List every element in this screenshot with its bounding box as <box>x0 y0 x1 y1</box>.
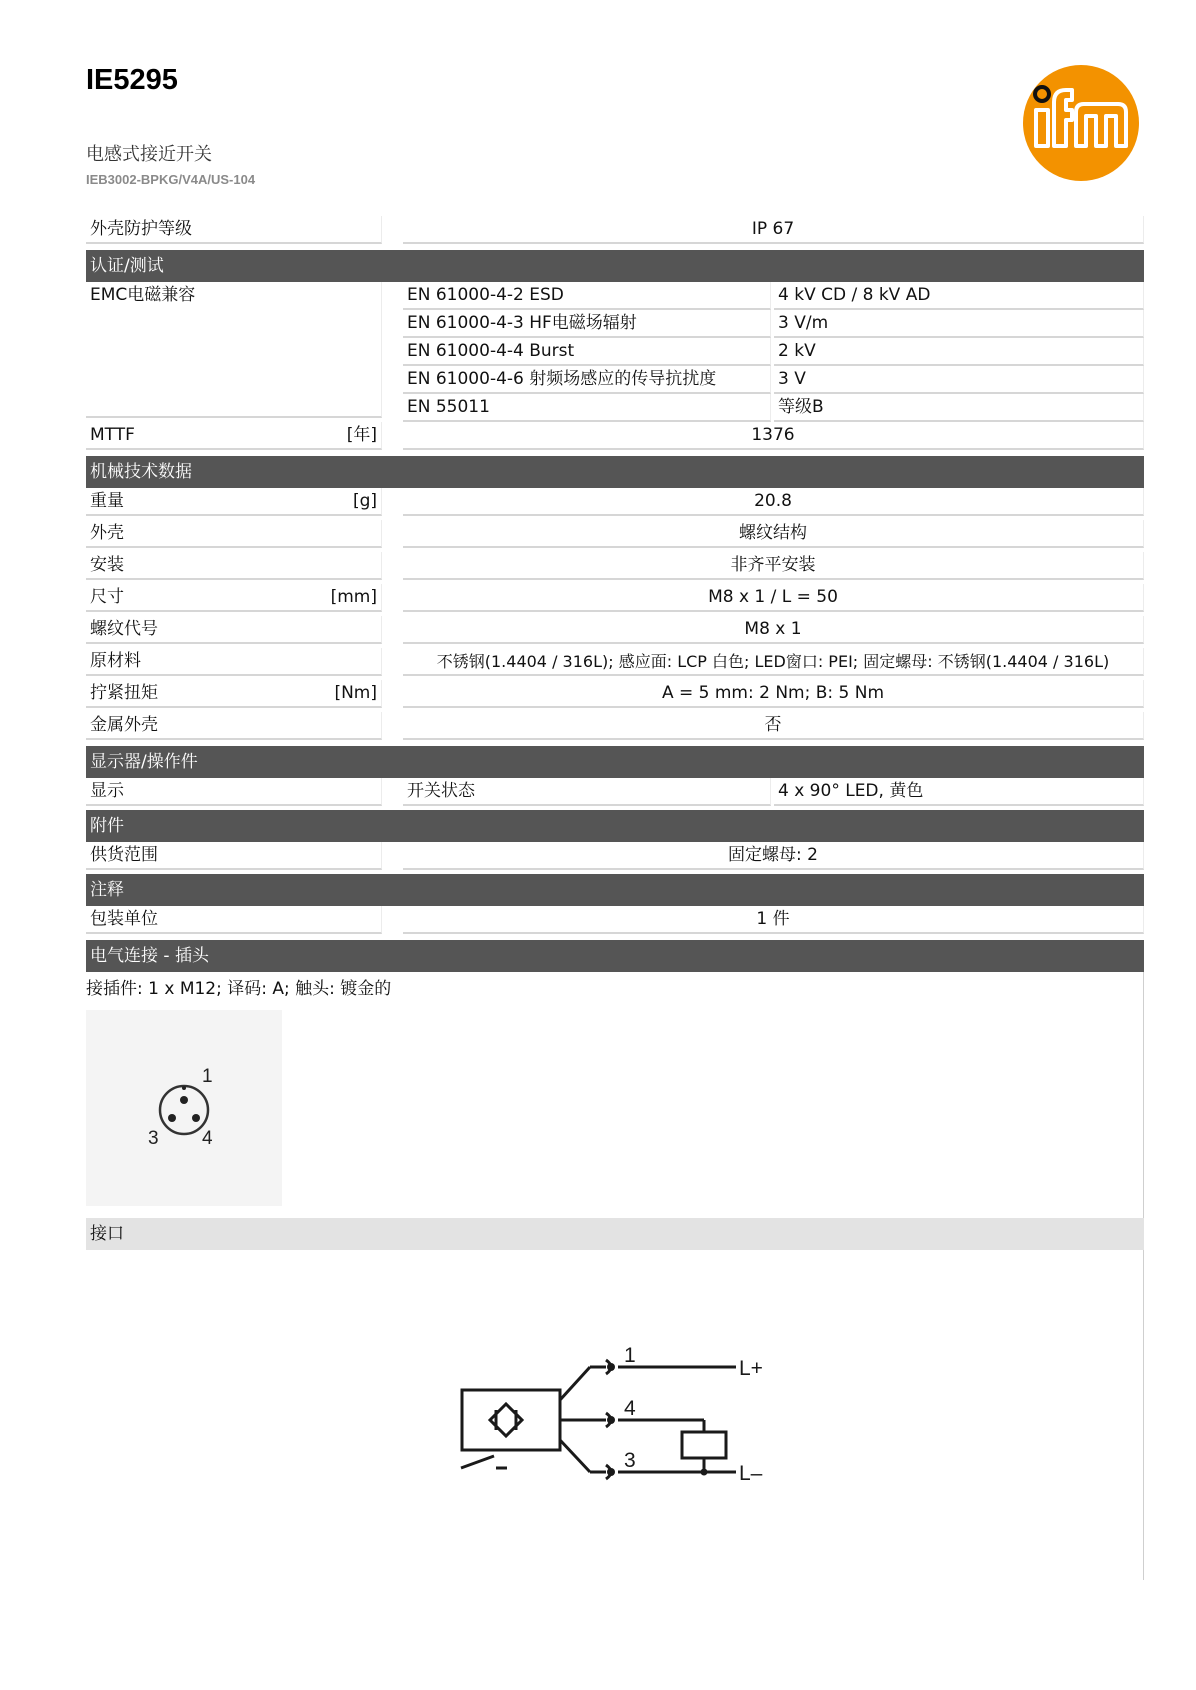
row-label <box>86 552 382 580</box>
section-header-approvals: 认证/测试 <box>86 250 1144 282</box>
emc-value: 等级B <box>774 394 1144 422</box>
row-label <box>86 488 382 516</box>
label-text: 尺寸 <box>90 587 124 607</box>
wire-pin-label: 1 <box>624 1344 636 1367</box>
row-value: 非齐平安装 <box>403 552 1144 580</box>
row-label <box>86 680 382 708</box>
section-header-notes: 注释 <box>86 874 1144 906</box>
unit: [g] <box>352 491 377 511</box>
spec-row <box>86 712 1144 746</box>
display-value: 4 x 90° LED, 黄色 <box>774 778 1144 806</box>
row-value: 不锈钢(1.4404 / 316L); 感应面: LCP 白色; LED窗口: PEI; 固定螺母: 不锈钢(1.4404 / 316L) <box>403 648 1144 676</box>
section-header-display: 显示器/操作件 <box>86 746 1144 778</box>
emc-standard: EN 61000-4-2 ESD <box>403 282 771 310</box>
spec-row <box>86 584 1144 616</box>
connector-description: 接插件: 1 x M12; 译码: A; 触头: 镀金的 <box>86 979 392 999</box>
notes-row <box>86 906 1144 940</box>
electrical-panel <box>86 972 1144 1218</box>
pin-label: 3 <box>148 1128 159 1149</box>
pin-label: 1 <box>202 1066 213 1087</box>
emc-value: 3 V/m <box>774 310 1144 338</box>
row-value: M8 x 1 <box>403 616 1144 644</box>
row-label <box>86 520 382 548</box>
terminal-label: L– <box>739 1462 763 1485</box>
unit: [mm] <box>330 587 377 607</box>
wire-pin-label: 4 <box>624 1397 636 1420</box>
section-header-mechanical: 机械技术数据 <box>86 456 1144 488</box>
label-text: 金属外壳 <box>90 715 158 735</box>
emc-standard: EN 61000-4-6 射频场感应的传导抗扰度 <box>403 366 771 394</box>
terminal-label: L+ <box>739 1357 763 1380</box>
spec-row <box>86 488 1144 520</box>
row-value: A = 5 mm: 2 Nm; B: 5 Nm <box>403 680 1144 708</box>
row-label <box>86 712 382 740</box>
section-header-interface: 接口 <box>86 1218 1144 1250</box>
mttf-row <box>86 422 1144 456</box>
article-code: IEB3002-BPKG/V4A/US-104 <box>86 172 256 187</box>
row-label: 包装单位 <box>86 906 382 934</box>
section-header-accessories: 附件 <box>86 810 1144 842</box>
spec-row <box>86 680 1144 712</box>
product-subtitle: 电感式接近开关 <box>86 144 212 165</box>
spec-row <box>86 648 1144 680</box>
row-label <box>86 584 382 612</box>
label-text: 外壳 <box>90 523 124 543</box>
wire-pin-label: 3 <box>624 1449 636 1472</box>
wiring-diagram <box>86 1250 1144 1580</box>
label-text: 原材料 <box>90 651 141 671</box>
label-text: 安装 <box>90 555 124 575</box>
unit: [Nm] <box>334 683 377 703</box>
row-label: 显示 <box>86 778 382 806</box>
row-label: 外壳防护等级 <box>86 216 382 244</box>
section-header-electrical: 电气连接 - 插头 <box>86 940 1144 972</box>
display-row <box>86 778 1144 810</box>
label-text: 螺纹代号 <box>90 619 158 639</box>
emc-standard: EN 55011 <box>403 394 771 422</box>
row-value: IP 67 <box>403 216 1144 244</box>
row-value: 1 件 <box>403 906 1144 934</box>
label-text: MTTF <box>90 425 135 445</box>
emc-block <box>86 282 1144 422</box>
spec-row <box>86 616 1144 648</box>
connector-pin-diagram <box>86 1010 282 1206</box>
label-text: 重量 <box>90 491 124 511</box>
row-label <box>86 616 382 644</box>
emc-standard: EN 61000-4-3 HF电磁场辐射 <box>403 310 771 338</box>
unit: [年] <box>346 425 377 445</box>
row-value: 1376 <box>403 422 1144 450</box>
display-item: 开关状态 <box>403 778 771 806</box>
accessories-row <box>86 842 1144 874</box>
row-value: 固定螺母: 2 <box>403 842 1144 870</box>
row-label <box>86 648 382 676</box>
protection-row <box>86 216 1144 250</box>
row-value: M8 x 1 / L = 50 <box>403 584 1144 612</box>
emc-value: 4 kV CD / 8 kV AD <box>774 282 1144 310</box>
interface-panel <box>86 1250 1144 1580</box>
row-label <box>86 422 382 450</box>
emc-label: EMC电磁兼容 <box>86 282 382 418</box>
datasheet <box>86 216 1144 1580</box>
row-value: 螺纹结构 <box>403 520 1144 548</box>
emc-standard: EN 61000-4-4 Burst <box>403 338 771 366</box>
m12-pinout-icon <box>86 1010 282 1206</box>
ifm-logo <box>1022 64 1140 182</box>
row-label: 供货范围 <box>86 842 382 870</box>
product-title: IE5295 <box>86 64 178 96</box>
spec-row <box>86 552 1144 584</box>
pin-label: 4 <box>202 1128 213 1149</box>
row-value: 否 <box>403 712 1144 740</box>
label-text: 拧紧扭矩 <box>90 683 158 703</box>
emc-value: 3 V <box>774 366 1144 394</box>
spec-row <box>86 520 1144 552</box>
emc-value: 2 kV <box>774 338 1144 366</box>
row-value: 20.8 <box>403 488 1144 516</box>
